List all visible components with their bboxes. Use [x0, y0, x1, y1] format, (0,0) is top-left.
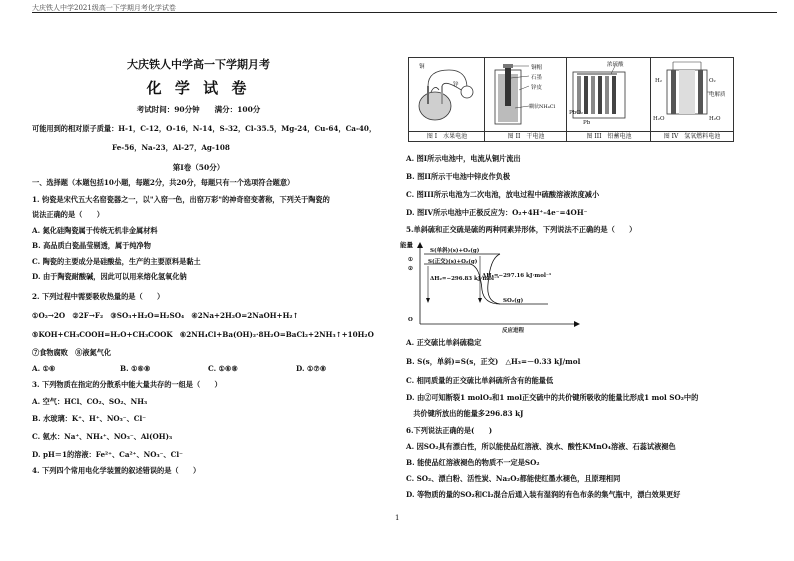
fig4-caption: 图 IV 氢氧燃料电池	[651, 131, 733, 141]
fig4-label-water-left: H₂O	[653, 116, 665, 122]
q1-option-a: A. 氮化硅陶瓷属于传统无机非金属材料	[32, 226, 158, 235]
energy-origin: O	[408, 317, 413, 323]
atomic-masses-line-2: Fe-56，Na-23，Al-27，Ag-108	[112, 143, 230, 152]
q2-items-line-1: ①O₂→2O ②2F→F₂ ③SO₃+H₂O=H₂SO₄ ④2Na+2H₂O=2NaOH+H₂↑	[32, 311, 299, 320]
fig2-label-cap: 铜帽	[531, 65, 543, 71]
school-title: 大庆铁人中学高一下学期月考	[127, 58, 270, 71]
energy-dh2: ΔH₂=−296.83 kJ·mol⁻¹	[430, 276, 500, 282]
q1-option-d: D. 由于陶瓷耐酸碱，因此可以用来熔化氢氧化钠	[32, 272, 187, 281]
q2-option-d: D. ①⑦⑧	[296, 364, 327, 373]
q2-items-line-2: ⑤KOH+CH₃COOH=H₂O+CH₃COOK ⑥2NH₄Cl+Ba(OH)₂·8H₂O=BaCl₂+2NH₃↑+10H₂O	[32, 330, 374, 339]
energy-state-orthorhombic: S(正交)(s)+O₂(g)	[428, 259, 478, 265]
figure-dry-cell	[484, 57, 568, 142]
q2-stem: 2. 下列过程中需要吸收热量的是（ ）	[32, 292, 165, 301]
fig2-label-graphite: 石墨	[531, 75, 543, 81]
q4-option-d: D. 图IV所示电池中正极反应为：O₂+4H⁺-4e⁻=4OH⁻	[406, 208, 588, 217]
energy-mark-1: ①	[408, 257, 413, 263]
q5-option-d-line-1: D. 由②可知断裂1 molO₂和1 mol正交硫中的共价键所吸收的能量比形成1 mol SO₂中的	[406, 393, 699, 402]
q4-option-c: C. 图III所示电池为二次电池，放电过程中硫酸溶液浓度减小	[406, 190, 600, 199]
fig2-caption: 图 II 干电池	[485, 131, 567, 141]
dry-cell-illustration	[485, 58, 567, 132]
q5-option-b: B. S(s，单斜)=S(s，正交) △H₃=－0.33 kJ/mol	[406, 357, 581, 366]
q6-option-d: D. 等物质的量的SO₂和Cl₂混合后通入装有湿润的有色布条的集气瓶中，漂白效果更好	[406, 490, 681, 499]
q5-stem: 5.单斜硫和正交硫是硫的两种同素异形体，下列说法不正确的是（ ）	[406, 225, 637, 234]
figure-fuel-cell	[650, 57, 734, 142]
q5-option-d-line-2: 共价键所放出的能量多296.83 kJ	[406, 409, 524, 418]
fig3-label-pb: Pb	[583, 120, 591, 126]
q5-option-c: C. 相同质量的正交硫比单斜硫所含有的能量低	[406, 376, 554, 385]
fig4-label-o2: O₂	[709, 78, 716, 84]
q6-stem: 6.下列说法正确的是( )	[406, 426, 493, 435]
running-header	[32, 2, 777, 13]
lead-acid-illustration	[567, 58, 651, 132]
q1-option-c: C. 陶瓷的主要成分是硅酸盐，生产的主要原料是黏土	[32, 257, 201, 266]
fig3-caption: 图 III 铅蓄电池	[567, 131, 651, 141]
q4-option-b: B. 图II所示干电池中锌皮作负极	[406, 172, 511, 181]
q6-option-c: C. SO₂、漂白粉、活性炭、Na₂O₂都能使红墨水褪色，且原理相同	[406, 474, 621, 483]
fig3-label-pbo2: PbO₂	[569, 110, 583, 116]
running-title: 大庆铁人中学2021级高一下学期月考化学试卷	[32, 4, 176, 12]
q4-option-a: A. 图I所示电池中，电流从铜片流出	[406, 154, 521, 163]
fig1-label-zinc: 锌	[453, 82, 459, 88]
q3-option-b: B. 水玻璃：K⁺、H⁺、NO₃⁻、Cl⁻	[32, 414, 147, 423]
fig2-label-paste: 糊状NH₄Cl	[529, 104, 556, 110]
q6-option-a: A. 因SO₂具有漂白性，所以能使品红溶液、溴水、酸性KMnO₄溶液、石蕊试液褪色	[406, 442, 676, 451]
energy-product: SO₂(g)	[503, 298, 524, 304]
subject-title: 化 学 试 卷	[146, 79, 251, 97]
q2-option-a: A. ①⑥	[32, 364, 56, 373]
q1-option-b: B. 高品质白瓷晶莹剔透，属于纯净物	[32, 241, 151, 250]
q3-option-a: A. 空气：HCl、CO₂、SO₂、NH₃	[32, 397, 148, 406]
fig1-caption: 图 I 水果电池	[409, 131, 485, 141]
energy-x-axis-label: 反应进程	[502, 328, 525, 334]
q1-stem-line-1: 1. 钧瓷是宋代五大名窑瓷器之一，以"入窑一色，出窑万彩"的神奇窑变著称，下列关于陶瓷的	[32, 195, 330, 204]
fig4-label-electrolyte: 电解质	[709, 92, 726, 98]
figure-lead-acid-battery	[566, 57, 652, 142]
q3-stem: 3. 下列物质在指定的分散系中能大量共存的一组是（ ）	[32, 380, 222, 389]
q2-option-b: B. ①⑥⑧	[120, 364, 151, 373]
q3-option-d: D. pH＝1的溶液：Fe²⁺、Ca²⁺、NO₃⁻、Cl⁻	[32, 450, 183, 459]
q5-option-a: A. 正交硫比单斜硫稳定	[406, 338, 482, 347]
energy-axis-label: 能量	[400, 241, 413, 249]
q4-stem: 4. 下列四个常用电化学装置的叙述错误的是（ ）	[32, 466, 201, 475]
section-title: 第I卷（50分）	[172, 163, 225, 172]
fig3-label-acid: 浓硫酸	[607, 62, 624, 68]
exam-info: 考试时间：90分钟 满分：100分	[136, 105, 261, 114]
energy-state-monoclinic: S(单斜)(s)+O₂(g)	[430, 248, 480, 254]
section-one-instructions: 一、选择题（本题包括10小题，每题2分，共20分，每题只有一个选项符合题意）	[32, 178, 295, 187]
fig2-label-zinc-shell: 锌皮	[531, 85, 543, 91]
energy-dh1: ΔH₁=−297.16 kJ·mol⁻¹	[482, 273, 552, 279]
q6-option-b: B. 能使品红溶液褪色的物质不一定是SO₂	[406, 458, 540, 467]
q3-option-c: C. 氨水：Na⁺、NH₄⁺、NO₃⁻、Al(OH)₃	[32, 432, 173, 441]
fig1-label-copper: 铜	[419, 64, 425, 70]
q2-option-c: C. ①⑥⑧	[208, 364, 238, 373]
atomic-masses-line-1: 可能用到的相对原子质量：H-1，C-12，O-16，N-14，S-32，Cl-35.5，Mg-24，Cu-64，Ca-40，	[32, 124, 377, 133]
fig4-label-water-right: H₂O	[709, 116, 721, 122]
page-number: 1	[395, 514, 400, 522]
q2-items-line-3: ⑦食物腐败 ⑧液氮气化	[32, 348, 112, 357]
figure-fruit-battery	[408, 57, 486, 142]
fig4-label-h2: H₂	[655, 78, 663, 84]
q1-stem-line-2: 说法正确的是（ ）	[32, 210, 104, 219]
energy-mark-2: ②	[408, 266, 413, 272]
